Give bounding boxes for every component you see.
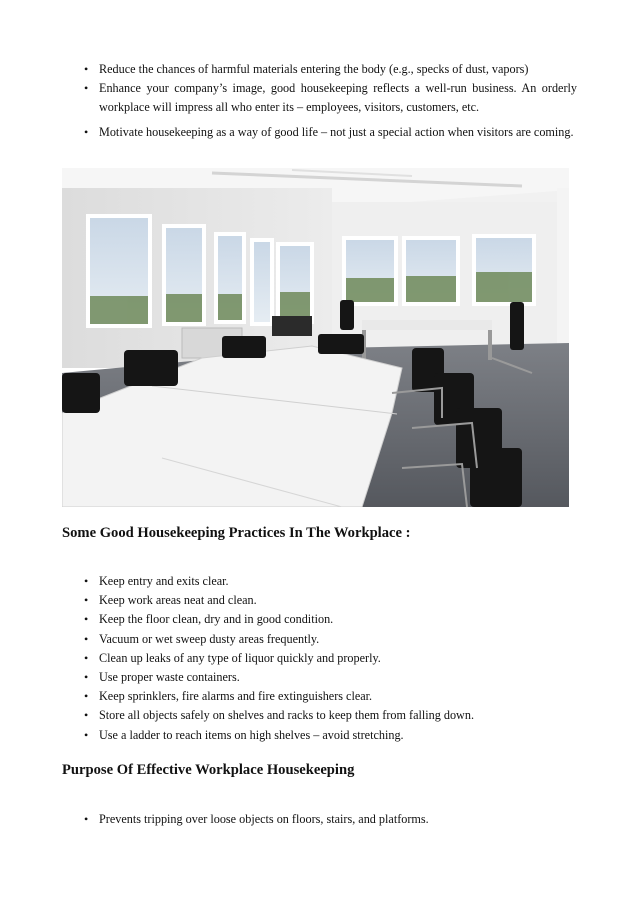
list-item: • Keep the floor clean, dry and in good condition.	[62, 610, 577, 629]
list-item: • Vacuum or wet sweep dusty areas frequently.	[62, 630, 577, 649]
list-item: • Use a ladder to reach items on high shelves – avoid stretching.	[62, 726, 577, 745]
list-item: • Store all objects safely on shelves and racks to keep them from falling down.	[62, 706, 577, 725]
list-item: • Clean up leaks of any type of liquor quickly and properly.	[62, 649, 577, 668]
list-item: • Keep entry and exits clear.	[62, 572, 577, 591]
practices-heading: Some Good Housekeeping Practices In The Workplace :	[62, 525, 411, 541]
purpose-heading: Purpose Of Effective Workplace Housekeeping	[62, 762, 355, 778]
practices-bullet-list	[62, 572, 577, 745]
list-item: • Motivate housekeeping as a way of good life – not just a special action when visitors are coming.	[62, 123, 577, 142]
list-item: • Keep work areas neat and clean.	[62, 591, 577, 610]
list-item: • Reduce the chances of harmful materials entering the body (e.g., specks of dust, vapors)	[62, 60, 577, 79]
list-item: • Prevents tripping over loose objects on floors, stairs, and platforms.	[62, 810, 577, 829]
list-item: • Keep sprinklers, fire alarms and fire extinguishers clear.	[62, 687, 577, 706]
conference-room-photo	[62, 168, 569, 507]
list-item: • Enhance your company’s image, good housekeeping reflects a well-run business. An orderly workplace will impress all who enter its – employees, visitors, customers, etc.	[62, 79, 577, 117]
purpose-bullet-list	[62, 810, 577, 829]
intro-bullet-list	[62, 60, 577, 142]
list-item: • Use proper waste containers.	[62, 668, 577, 687]
